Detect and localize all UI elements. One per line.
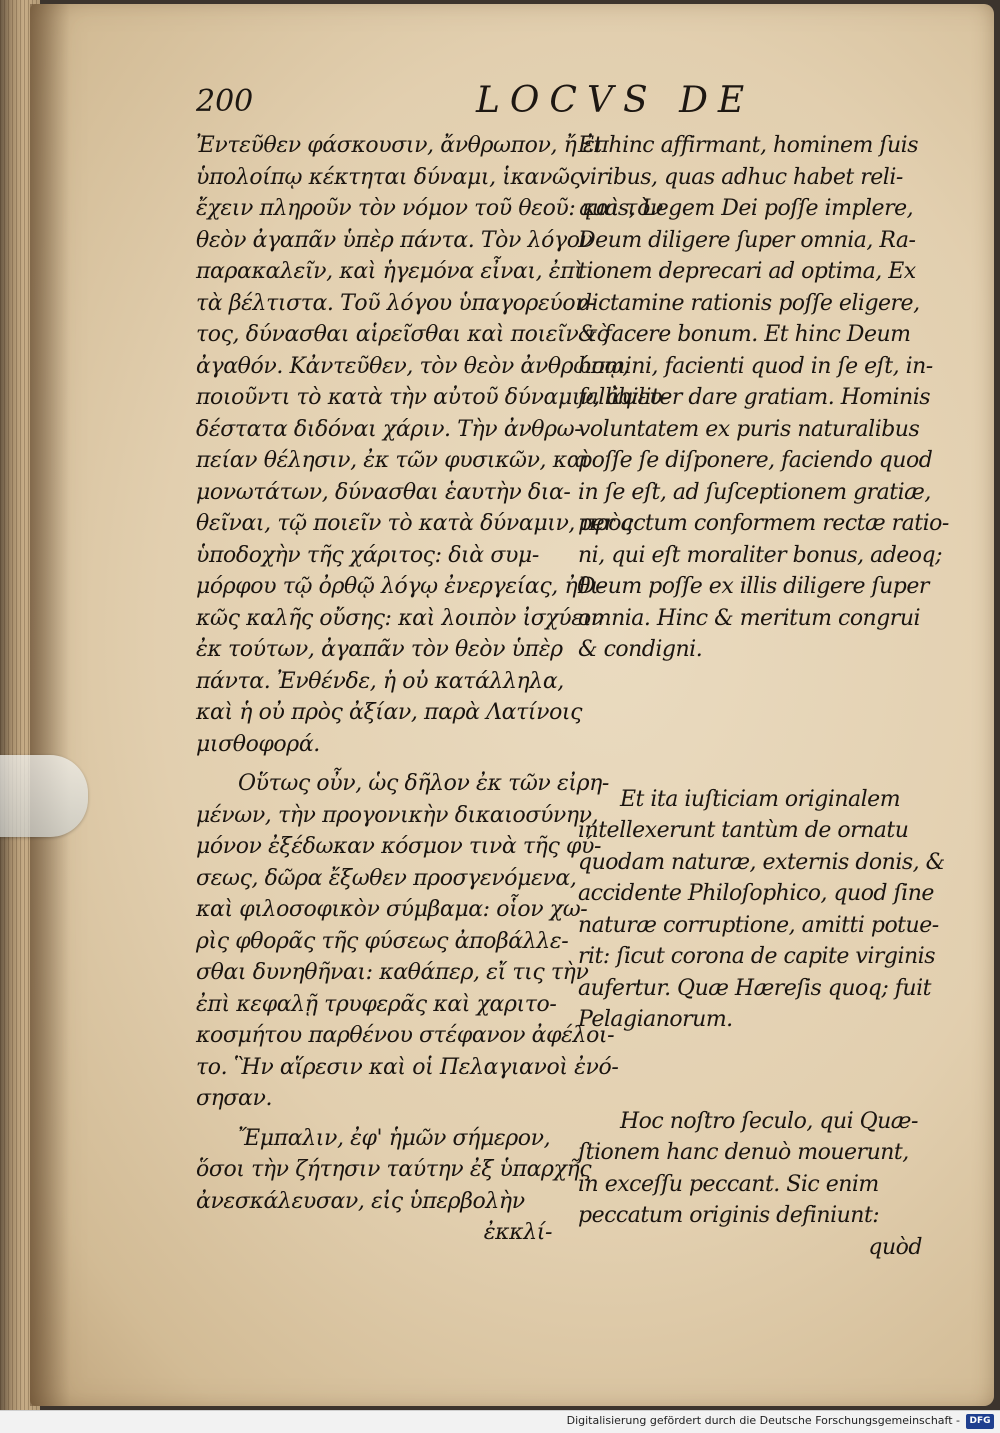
text-line: ἀγαθόν. Κἀντεῦθεν, τὸν θεὸν ἀνθρώπῳ,: [196, 353, 629, 379]
text-line: tionem deprecari ad optima, Ex: [578, 259, 916, 284]
text-line: μονωτάτων, δύνασθαι ἑαυτὴν δια-: [196, 479, 571, 505]
text-line: θεὸν ἀγαπᾶν ὑπὲρ πάντα. Τὸν λόγον: [196, 227, 593, 253]
greek-paragraph-2: [196, 768, 619, 1115]
text-line: viribus, quas adhuc habet reli-: [578, 164, 903, 190]
text-line: aufertur. Quæ Hæreſis quoq; fuit: [578, 975, 931, 1001]
text-line: Ἐντεῦθεν φάσκουσιν, ἄνθρωπον, ἤ ἐπ: [196, 133, 609, 158]
text-line: ὑποδοχὴν τῆς χάριτος: διὰ συμ-: [196, 542, 539, 568]
text-line: Deum poſſe ex illis diligere ſuper: [578, 574, 929, 599]
text-line: ὅσοι τὴν ζήτησιν ταύτην ἐξ ὑπαρχῆς: [196, 1157, 592, 1182]
text-line: σεως, δῶρα ἔξωθεν προσγενόμενα,: [196, 865, 577, 891]
text-line: μόρφου τῷ ὀρθῷ λόγῳ ἐνεργείας, ἠθι-: [196, 574, 606, 599]
text-line: in ſe eſt, ad ſuſceptionem gratiæ,: [578, 479, 931, 505]
text-line: voluntatem ex puris naturalibus: [578, 416, 920, 442]
text-line: Et hinc affirmant, hominem ſuis: [578, 133, 919, 158]
text-line: poſſe ſe diſponere, faciendo quod: [578, 448, 933, 473]
text-line: ni, qui eſt moraliter bonus, adeoq;: [578, 542, 943, 568]
text-line: Et ita iuſticiam originalem: [620, 786, 901, 812]
text-line: ἔχειν πληροῦν τὸν νόμον τοῦ θεοῦ: καὶ τὸν: [196, 196, 663, 221]
text-line: in exceſſu peccant. Sic enim: [578, 1171, 879, 1197]
text-line: & facere bonum. Et hinc Deum: [578, 322, 911, 347]
text-line: κῶς καλῆς οὔσης: καὶ λοιπὸν ἰσχύειν: [196, 605, 604, 631]
text-line: quodam naturæ, externis donis, &: [578, 849, 945, 875]
digitization-footer: [0, 1410, 1000, 1433]
text-line: per actum conformem rectæ ratio-: [578, 511, 949, 536]
text-line: μένων, τὴν προγονικὴν δικαιοσύνην,: [196, 802, 599, 828]
text-line: Hoc noſtro ſeculo, qui Quæ-: [620, 1108, 918, 1134]
running-title: LOCVS DE: [476, 80, 755, 121]
funding-notice: Digitalisierung gefördert durch die Deutsche Forschungsgemeinschaft -: [566, 1414, 960, 1427]
plastic-page-clip: [0, 755, 88, 837]
text-line: ρὶς φθορᾶς τῆς φύσεως ἀποβάλλε-: [196, 928, 569, 954]
text-line: rit: ſicut corona de capite virginis: [578, 944, 936, 969]
text-line: fallibiliter dare gratiam. Hominis: [578, 385, 931, 410]
catchword: ἐκκλί-: [483, 1220, 552, 1245]
text-line: κοσμήτου παρθένου στέφανον ἀφέλοι-: [196, 1023, 615, 1048]
text-line: peccatum originis definiunt:: [578, 1203, 880, 1228]
text-line: το. Ἣν αἵρεσιν καὶ οἱ Πελαγιανοὶ ἐνό-: [196, 1054, 619, 1080]
page-number: 200: [196, 84, 254, 119]
text-line: τὰ βέλτιστα. Τοῦ λόγου ὑπαγορεύον-: [196, 290, 596, 316]
text-line: σθαι δυνηθῆναι: καθάπερ, εἴ τις τὴν: [196, 960, 589, 985]
text-line: Pelagianorum.: [578, 1007, 733, 1032]
text-line: μισθοφορά.: [196, 731, 320, 757]
text-line: omnia. Hinc & meritum congrui: [578, 605, 921, 631]
text-line: δέστατα διδόναι χάριν. Τὴν ἀνθρω-: [196, 416, 582, 442]
text-line: τος, δύνασθαι αἱρεῖσθαι καὶ ποιεῖν τὸ: [196, 322, 610, 347]
text-line: καὶ φιλοσοφικὸν σύμβαμα: οἷον χω-: [196, 897, 588, 922]
text-line: ἐπὶ κεφαλῇ τρυφερᾶς καὶ χαριτο-: [196, 991, 557, 1017]
text-line: θεῖναι, τῷ ποιεῖν τὸ κατὰ δύναμιν, πρὸς: [196, 511, 633, 536]
text-line: σησαν.: [196, 1086, 273, 1111]
text-line: παρακαλεῖν, καὶ ἡγεμόνα εἶναι, ἐπὶ: [196, 259, 583, 284]
latin-paragraph-3: [578, 1106, 922, 1264]
text-line: καὶ ἡ οὐ πρὸς ἀξίαν, παρὰ Λατίνοις: [196, 700, 583, 725]
text-line: ὑπολοίπῳ κέκτηται δύναμι, ἱκανῶς: [196, 164, 582, 190]
text-line: πείαν θέλησιν, ἐκ τῶν φυσικῶν, καὶ: [196, 448, 590, 473]
text-line: πάντα. Ἐνθένδε, ἡ οὐ κατάλληλα,: [196, 668, 564, 694]
text-line: μόνον ἐξέδωκαν κόσμον τινὰ τῆς φύ-: [196, 834, 601, 859]
text-line: intellexerunt tantùm de ornatu: [578, 818, 909, 843]
text-line: naturæ corruptione, amitti potue-: [578, 912, 939, 938]
text-line: Ἔμπαλιν, ἐφ' ἡμῶν σήμερον,: [238, 1125, 551, 1151]
text-line: Deum diligere ſuper omnia, Ra-: [578, 227, 916, 253]
text-line: homini, facienti quod in ſe eſt, in-: [578, 353, 933, 379]
latin-paragraph-1: [578, 130, 949, 666]
latin-column: [578, 130, 949, 1263]
dfg-logo: DFG: [966, 1414, 994, 1429]
page-gutter-shadow: [30, 4, 70, 1406]
greek-paragraph-3: [196, 1123, 592, 1249]
text-line: ἐκ τούτων, ἀγαπᾶν τὸν θεὸν ὑπὲρ: [196, 637, 563, 662]
text-line: Οὕτως οὖν, ὡς δῆλον ἐκ τῶν εἰρη-: [238, 771, 609, 796]
catchword: quòd: [868, 1234, 922, 1260]
text-line: ἀνεσκάλευσαν, εἰς ὑπερβολὴν: [196, 1188, 525, 1214]
text-line: dictamine rationis poſſe eligere,: [578, 290, 920, 316]
text-line: ſtionem hanc denuò mouerunt,: [578, 1140, 909, 1165]
text-line: quas, Legem Dei poſſe implere,: [578, 196, 914, 221]
text-line: & condigni.: [578, 637, 703, 662]
latin-paragraph-2: [578, 784, 945, 1036]
text-line: ποιοῦντι τὸ κατὰ τὴν αὐτοῦ δύναμιν, ἀψευ-: [196, 385, 670, 410]
text-line: accidente Philoſophico, quod ſine: [578, 881, 934, 906]
